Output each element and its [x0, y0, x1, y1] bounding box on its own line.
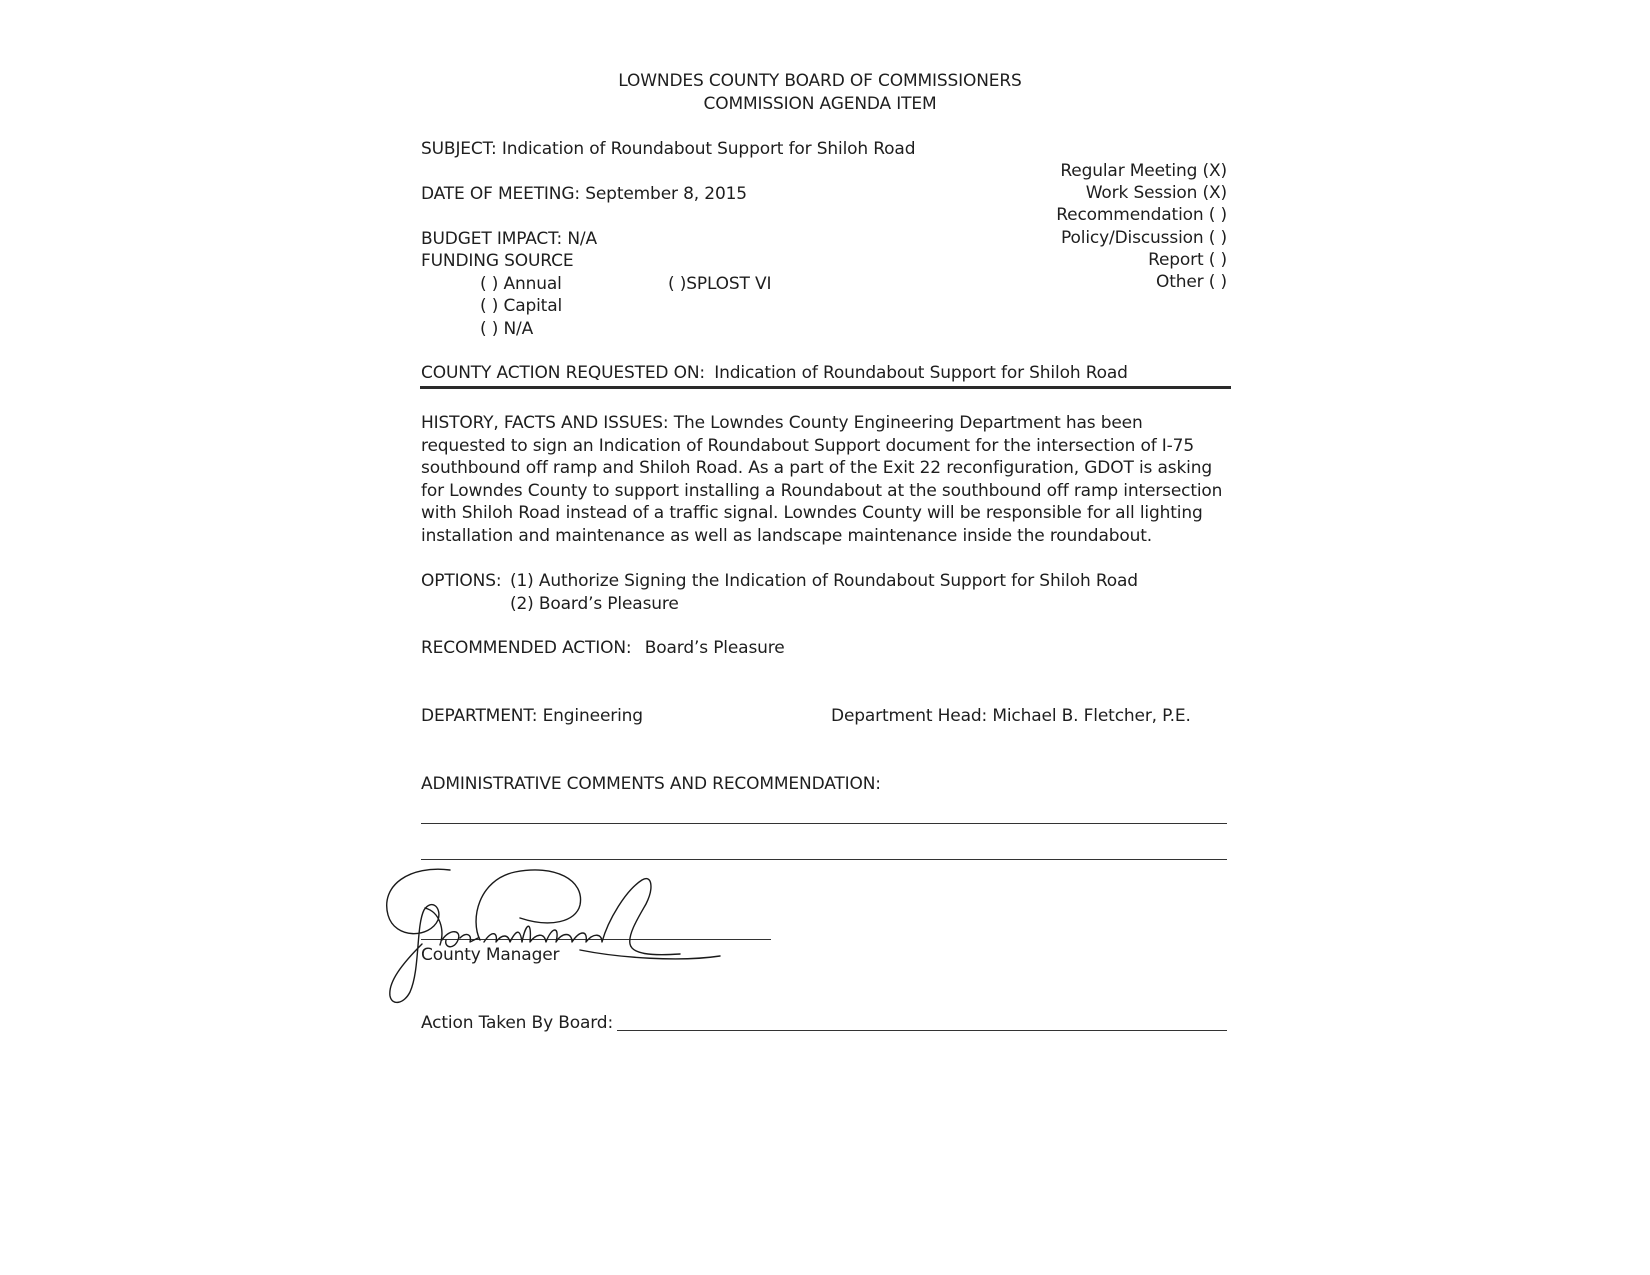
- action-taken-label: Action Taken By Board:: [421, 1013, 614, 1033]
- action-requested-rule: [420, 386, 1231, 389]
- department-head-label: Department Head:: [831, 706, 988, 726]
- funding-splost: ( )SPLOST VI: [668, 274, 772, 294]
- meeting-type-policy: Policy/Discussion ( ): [1061, 228, 1227, 248]
- option-2: (2) Board’s Pleasure: [510, 594, 679, 614]
- admin-comments-label: ADMINISTRATIVE COMMENTS AND RECOMMENDATION:: [421, 774, 881, 794]
- funding-annual: ( ) Annual: [480, 274, 562, 294]
- meeting-type-work-session: Work Session (X): [1085, 183, 1227, 203]
- meeting-type-report: Report ( ): [1148, 250, 1227, 270]
- handwritten-signature-icon: [380, 860, 750, 1010]
- subject-label: SUBJECT:: [421, 139, 497, 159]
- options-label: OPTIONS:: [421, 571, 502, 591]
- county-manager-label: County Manager: [421, 945, 560, 965]
- budget-value: N/A: [567, 229, 597, 249]
- funding-label: FUNDING SOURCE: [421, 251, 574, 271]
- subject-line: [421, 138, 915, 160]
- action-taken-line: [617, 1030, 1227, 1031]
- budget-line: [421, 228, 597, 250]
- header-doc-type: COMMISSION AGENDA ITEM: [703, 94, 937, 114]
- header-org: LOWNDES COUNTY BOARD OF COMMISSIONERS: [618, 71, 1022, 91]
- department-head-line: [831, 705, 1191, 727]
- history-line: with Shiloh Road instead of a traffic signal. Lowndes County will be responsible for all lighting: [421, 503, 1203, 523]
- action-requested-line: [421, 362, 1128, 384]
- recommended-line: [421, 637, 785, 659]
- budget-label: BUDGET IMPACT:: [421, 229, 563, 249]
- history-paragraph: [421, 412, 1222, 547]
- department-head-value: Michael B. Fletcher, P.E.: [992, 706, 1191, 726]
- meeting-date-value: September 8, 2015: [585, 184, 747, 204]
- subject-value: Indication of Roundabout Support for Shiloh Road: [501, 139, 916, 159]
- meeting-type-other: Other ( ): [1156, 272, 1227, 292]
- department-label: DEPARTMENT:: [421, 706, 538, 726]
- meeting-date-label: DATE OF MEETING:: [421, 184, 580, 204]
- recommended-value: Board’s Pleasure: [644, 638, 785, 658]
- admin-comments-line-1: [421, 823, 1227, 824]
- department-value: Engineering: [542, 706, 643, 726]
- action-requested-value: Indication of Roundabout Support for Shiloh Road: [714, 363, 1128, 383]
- history-line: southbound off ramp and Shiloh Road. As a part of the Exit 22 reconfiguration, GDOT is asking: [421, 458, 1213, 478]
- action-requested-label: COUNTY ACTION REQUESTED ON:: [421, 363, 705, 383]
- recommended-label: RECOMMENDED ACTION:: [421, 638, 632, 658]
- history-line: installation and maintenance as well as landscape maintenance inside the roundabout.: [421, 525, 1153, 546]
- funding-capital: ( ) Capital: [480, 296, 563, 316]
- funding-na: ( ) N/A: [480, 319, 534, 339]
- option-1: (1) Authorize Signing the Indication of Roundabout Support for Shiloh Road: [510, 571, 1138, 591]
- history-line: HISTORY, FACTS AND ISSUES: The Lowndes County Engineering Department has been: [421, 413, 1143, 433]
- meeting-type-recommendation: Recommendation ( ): [1056, 205, 1227, 225]
- meeting-type-regular: Regular Meeting (X): [1060, 161, 1227, 181]
- history-line: requested to sign an Indication of Roundabout Support document for the intersection of I-75: [421, 435, 1194, 456]
- meeting-date-line: [421, 183, 747, 205]
- history-line: for Lowndes County to support installing a Roundabout at the southbound off ramp intersection: [421, 480, 1223, 501]
- department-line: [421, 705, 643, 727]
